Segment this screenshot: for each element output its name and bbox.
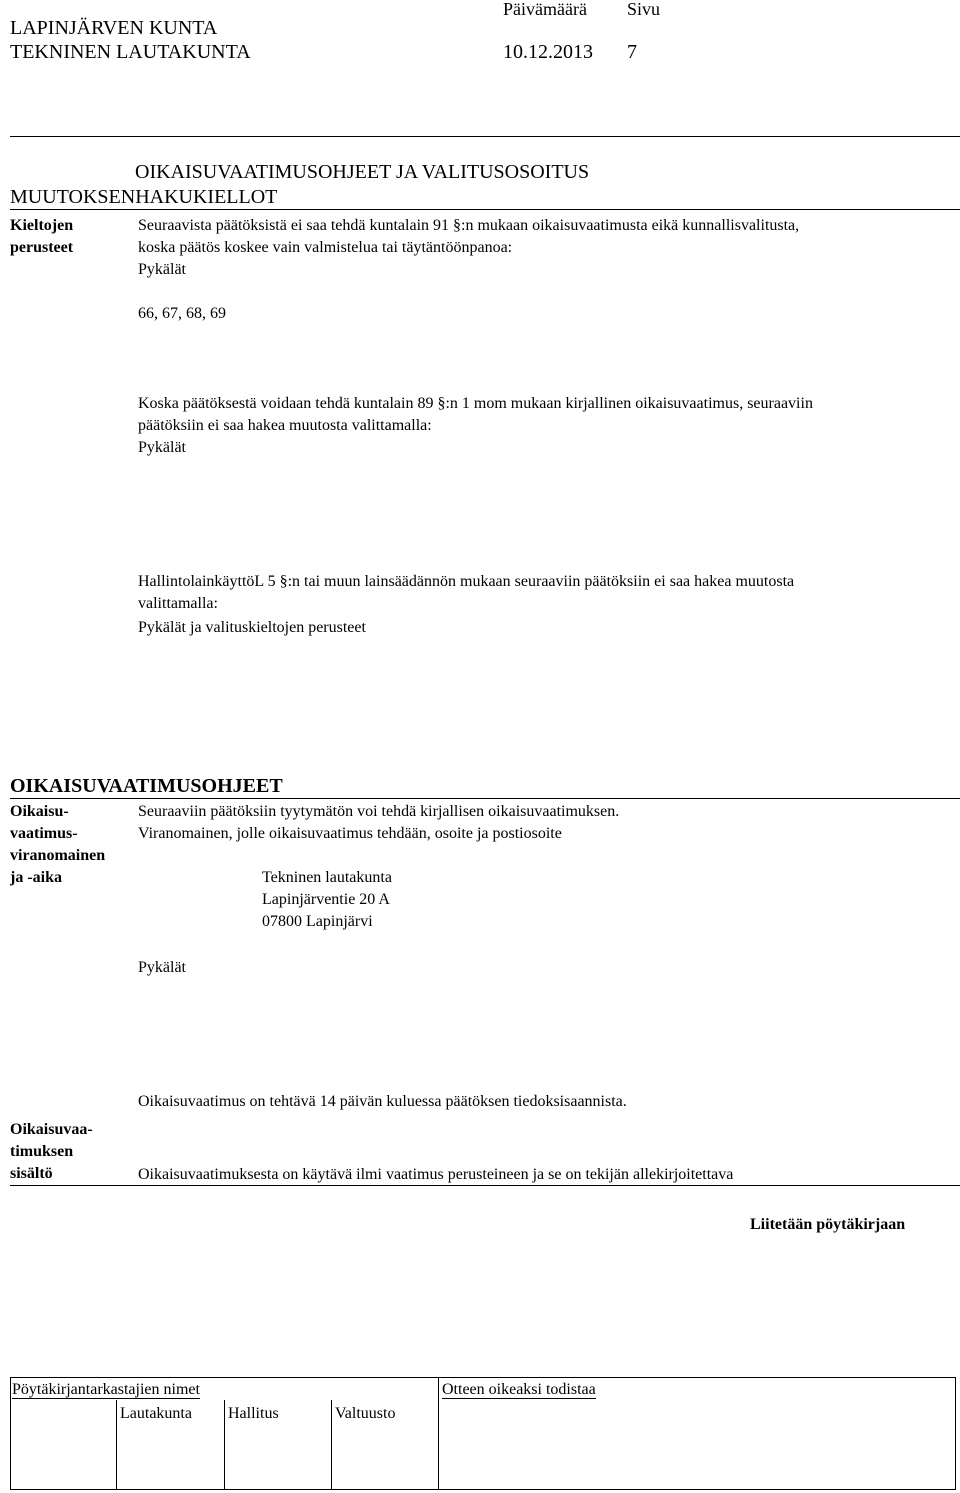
- kiellot-para3-line2: valittamalla:: [138, 595, 218, 612]
- ohjeet-line1: Seuraaviin päätöksiin tyytymätön voi tehdä kirjallisen oikaisuvaatimuksen.: [138, 803, 620, 820]
- address-line-3: 07800 Lapinjärvi: [262, 913, 373, 930]
- footer-col-hallitus: Hallitus: [228, 1405, 279, 1422]
- footer-top-border: [10, 1377, 956, 1378]
- date-label: Päivämäärä: [503, 0, 587, 19]
- kiellot-para2-line2: päätöksiin ei saa hakea muutosta valittamalla:: [138, 417, 432, 434]
- header-divider: [10, 136, 960, 137]
- document-title: OIKAISUVAATIMUSOHJEET JA VALITUSOSOITUS: [135, 161, 590, 183]
- ohjeet-deadline: Oikaisuvaatimus on tehtävä 14 päivän kuluessa päätöksen tiedoksisaannista.: [138, 1093, 627, 1110]
- sisalto-side-label-3: sisältö: [10, 1165, 53, 1182]
- footer-tarkastajat-label: Pöytäkirjantarkastajien nimet: [12, 1381, 200, 1398]
- ohjeet-side-label-2: vaatimus-: [10, 825, 78, 842]
- footer-col-divider-2: [224, 1400, 225, 1489]
- footer-col-divider-3: [331, 1400, 332, 1489]
- footer-right-border: [955, 1377, 956, 1489]
- org-name: LAPINJÄRVEN KUNTA: [10, 17, 218, 39]
- ohjeet-side-label-3: viranomainen: [10, 847, 106, 864]
- attach-note: Liitetään pöytäkirjaan: [750, 1216, 906, 1233]
- footer-bottom-border: [10, 1489, 956, 1490]
- footer-otteen-label: Otteen oikeaksi todistaa: [442, 1381, 596, 1398]
- kiellot-para1-line1: Seuraavista päätöksistä ei saa tehdä kuntalain 91 §:n mukaan oikaisuvaatimusta eikä kunnallisvalitusta,: [138, 217, 800, 234]
- sisalto-text: Oikaisuvaatimuksesta on käytävä ilmi vaatimus perusteineen ja se on tekijän allekirjoitettava: [138, 1166, 734, 1183]
- footer-middle-divider: [438, 1377, 439, 1489]
- kiellot-para3-line1: HallintolainkäyttöL 5 §:n tai muun lainsäädännön mukaan seuraaviin päätöksiin ei saa hakea muutosta: [138, 573, 795, 590]
- ohjeet-divider: [10, 798, 960, 799]
- footer-left-border: [10, 1377, 11, 1489]
- footer-col-valtuusto: Valtuusto: [335, 1405, 396, 1422]
- kiellot-para3-pykalat-label: Pykälät ja valituskieltojen perusteet: [138, 619, 366, 636]
- kiellot-side-label-2: perusteet: [10, 239, 74, 256]
- ohjeet-side-label-4: ja -aika: [10, 869, 62, 886]
- page-label: Sivu: [627, 0, 661, 19]
- sisalto-side-label-1: Oikaisuvaa-: [10, 1121, 93, 1138]
- kiellot-para2-line1: Koska päätöksestä voidaan tehdä kuntalain 89 §:n 1 mom mukaan kirjallinen oikaisuvaatimus, seuraaviin: [138, 395, 813, 412]
- sisalto-side-label-2: timuksen: [10, 1143, 74, 1160]
- kiellot-heading: MUUTOKSENHAKUKIELLOT: [10, 186, 278, 208]
- ohjeet-heading: OIKAISUVAATIMUSOHJEET: [10, 775, 283, 797]
- kiellot-para1-pykalat-label: Pykälät: [138, 261, 186, 278]
- kiellot-para1-pykalat: 66, 67, 68, 69: [138, 305, 226, 322]
- ohjeet-side-label-1: Oikaisu-: [10, 803, 69, 820]
- sisalto-divider: [10, 1185, 960, 1186]
- address-line-1: Tekninen lautakunta: [262, 869, 392, 886]
- kiellot-para1-line2: koska päätös koskee vain valmistelua tai täytäntöönpanoa:: [138, 239, 513, 256]
- ohjeet-pykalat-label: Pykälät: [138, 959, 186, 976]
- footer-col-divider-1: [116, 1400, 117, 1489]
- page-number: 7: [627, 41, 637, 63]
- ohjeet-line2: Viranomainen, jolle oikaisuvaatimus tehdään, osoite ja postiosoite: [138, 825, 562, 842]
- footer-col-lautakunta: Lautakunta: [120, 1405, 192, 1422]
- kiellot-side-label-1: Kieltojen: [10, 217, 74, 234]
- department-name: TEKNINEN LAUTAKUNTA: [10, 41, 251, 63]
- address-line-2: Lapinjärventie 20 A: [262, 891, 390, 908]
- meeting-date: 10.12.2013: [503, 41, 593, 63]
- kiellot-divider: [10, 209, 960, 210]
- kiellot-para2-pykalat-label: Pykälät: [138, 439, 186, 456]
